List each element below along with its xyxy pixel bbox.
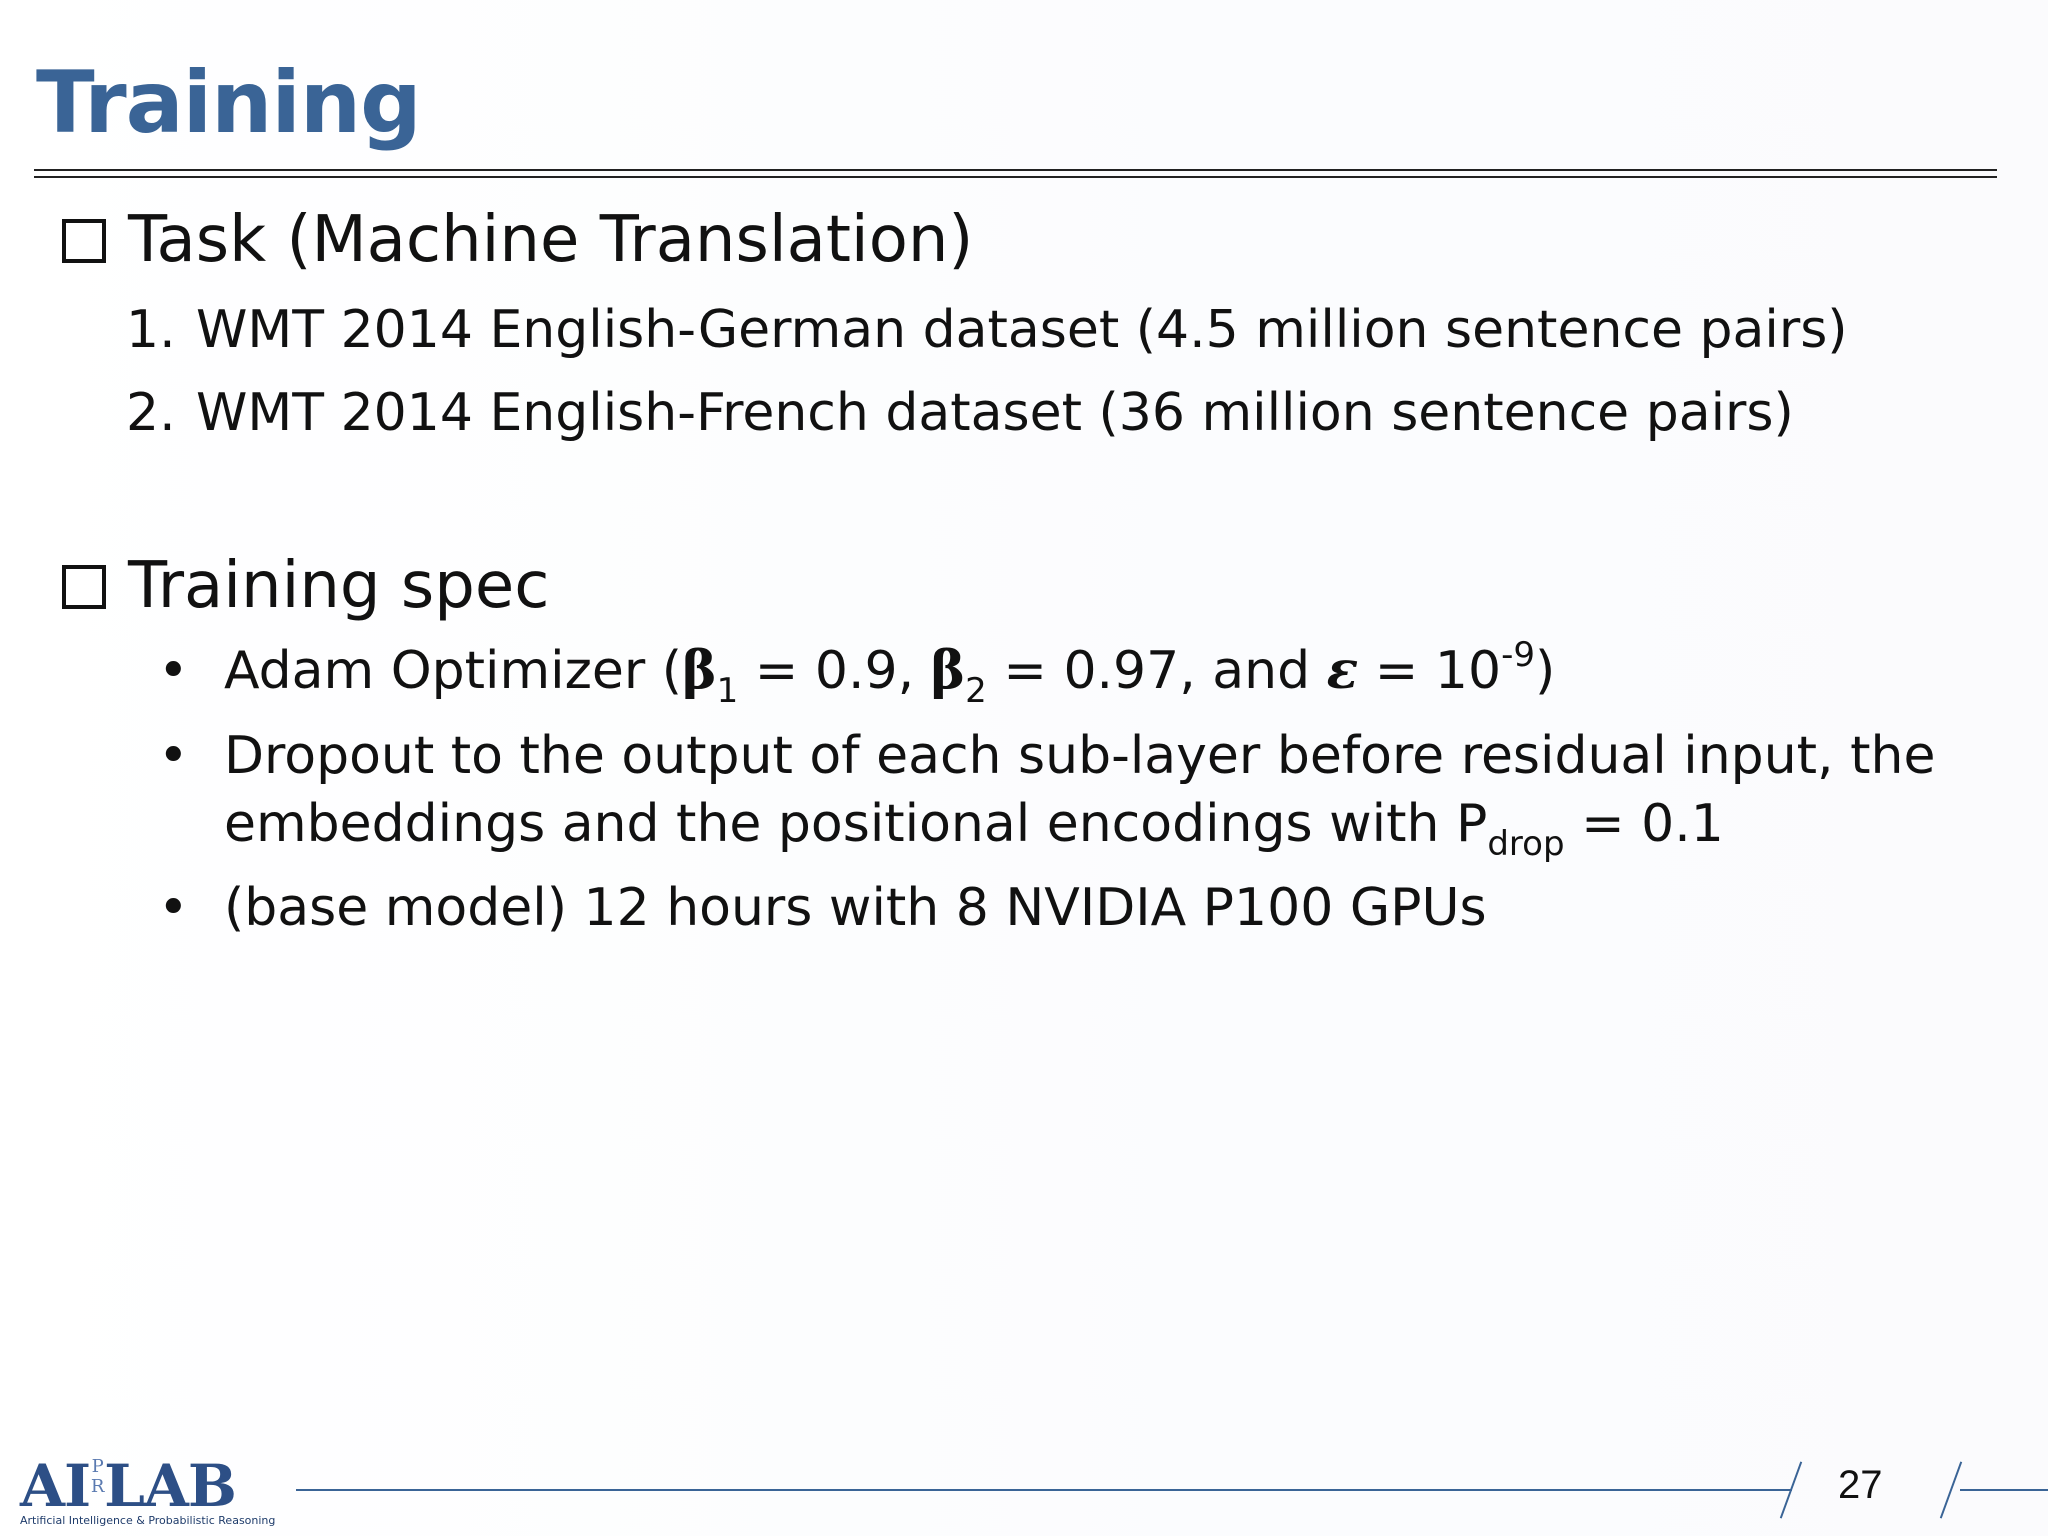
- logo-pr-letters: P R: [90, 1456, 104, 1497]
- list-item: [126, 295, 1848, 365]
- bullet-text: (base model) 12 hours with 8 NVIDIA P100 GPUs: [224, 878, 1487, 938]
- checkbox-square-icon: [62, 565, 106, 609]
- checkbox-square-icon: [62, 219, 106, 263]
- list-number: 1.: [126, 300, 176, 360]
- list-item: [126, 378, 1794, 448]
- bullet-icon: •: [158, 641, 189, 701]
- footer-divider-right: [1960, 1489, 2048, 1491]
- bullet-text: Adam Optimizer ($\beta_1 = 0.9$, $\beta_2 = 0.97$, and $\varepsilon = 10^{-9}$): [224, 635, 1556, 711]
- section-heading-label: Training spec: [128, 549, 550, 623]
- logo-tagline: Artificial Intelligence & Probabilistic Reasoning: [20, 1514, 276, 1527]
- list-item-text: WMT 2014 English-French dataset (36 million sentence pairs): [196, 383, 1794, 443]
- bullet-text: Dropout to the output of each sub-layer before residual input, the embeddings and the positional encodings with $P_{drop} = 0.1$: [224, 726, 1936, 864]
- title-rule-bottom: [34, 176, 1997, 178]
- logo-mark: AIP RLAB: [20, 1452, 236, 1520]
- section-heading-label: Task (Machine Translation): [128, 203, 974, 277]
- title-rule-top: [34, 169, 1997, 171]
- footer-divider: [296, 1489, 1792, 1491]
- list-item-text: WMT 2014 English-German dataset (4.5 million sentence pairs): [196, 300, 1848, 360]
- bullet-icon: •: [158, 878, 189, 938]
- footer-slash-right: [1940, 1461, 1962, 1518]
- bullet-icon: •: [158, 726, 189, 786]
- section-heading-training-spec: [62, 546, 549, 626]
- ailab-logo: [20, 1452, 276, 1527]
- slide-title: Training: [36, 53, 421, 153]
- section-heading-task: [62, 200, 973, 280]
- page-number: 27: [1838, 1463, 1883, 1507]
- list-number: 2.: [126, 383, 176, 443]
